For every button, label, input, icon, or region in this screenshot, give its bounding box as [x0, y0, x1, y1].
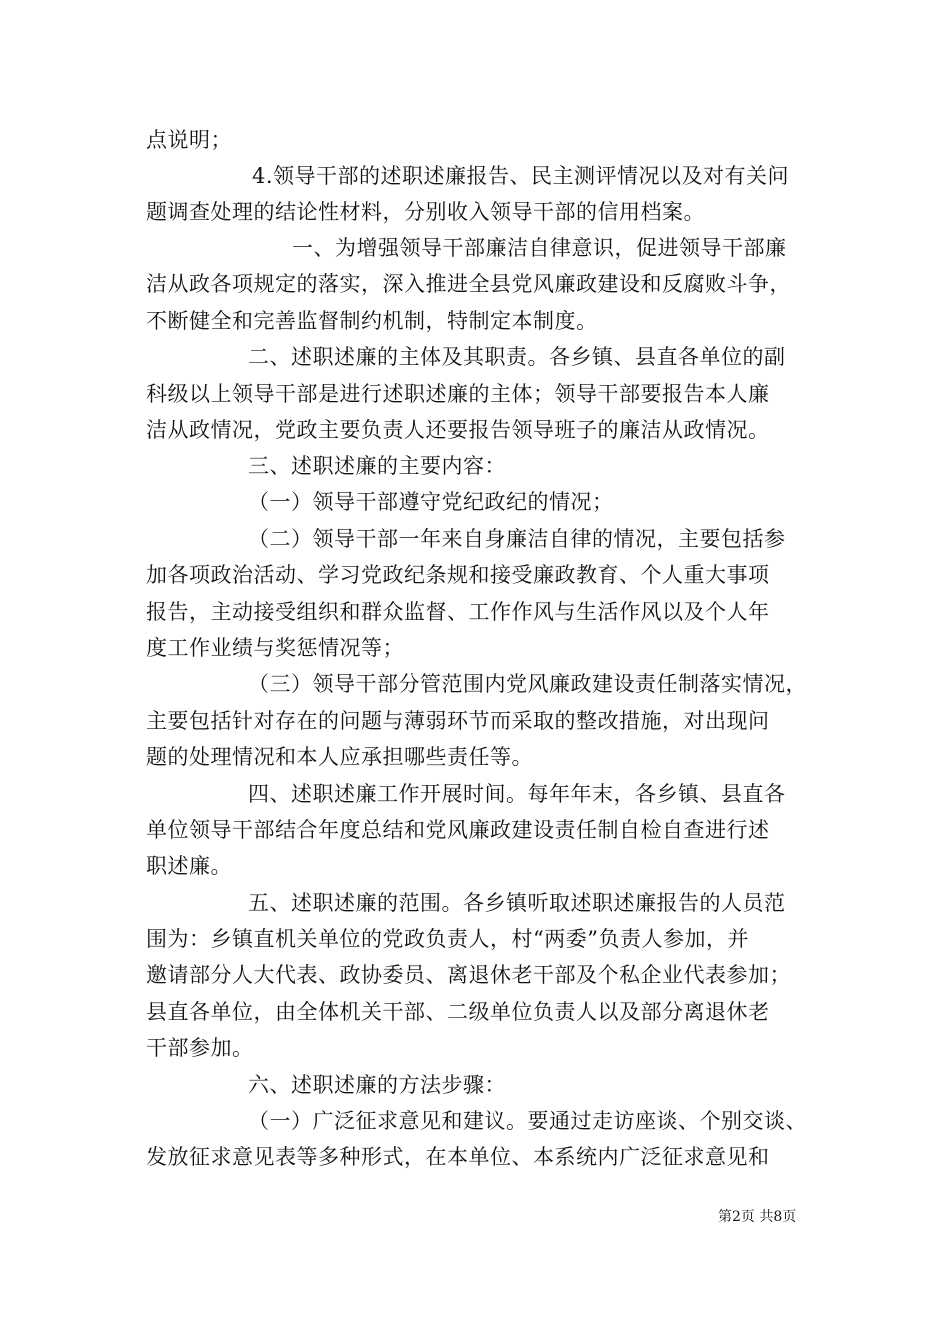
text-line: （三）领导干部分管范围内党风廉政建设责任制落实情况，	[248, 672, 807, 696]
text-line: 四、述职述廉工作开展时间。每年年末，各乡镇、县直各	[248, 782, 786, 806]
text-line: 题调查处理的结论性材料，分别收入领导干部的信用档案。	[146, 200, 705, 224]
text-line: 洁从政各项规定的落实，深入推进全县党风廉政建设和反腐败斗争，	[146, 272, 791, 296]
text-line: 度工作业绩与奖惩情况等；	[146, 636, 404, 660]
text-line: 职述廉。	[146, 854, 232, 878]
text-line: 发放征求意见表等多种形式，在本单位、本系统内广泛征求意见和	[146, 1145, 770, 1169]
text-line: 4.领导干部的述职述廉报告、民主测评情况以及对有关问	[252, 164, 790, 188]
text-line: 邀请部分人大代表、政协委员、离退休老干部及个私企业代表参加；	[146, 963, 791, 987]
text-line: 报告，主动接受组织和群众监督、工作作风与生活作风以及个人年	[146, 600, 770, 624]
text-line: 科级以上领导干部是进行述职述廉的主体；领导干部要报告本人廉	[146, 382, 770, 406]
text-line: （一）领导干部遵守党纪政纪的情况；	[248, 490, 614, 514]
text-line: 不断健全和完善监督制约机制，特制定本制度。	[146, 309, 598, 333]
text-line: 洁从政情况，党政主要负责人还要报告领导班子的廉洁从政情况。	[146, 418, 770, 442]
text-line: （一）广泛征求意见和建议。要通过走访座谈、个别交谈、	[248, 1109, 807, 1133]
text-line: 二、述职述廉的主体及其职责。各乡镇、县直各单位的副	[248, 345, 786, 369]
text-line: 县直各单位，由全体机关干部、二级单位负责人以及部分离退休老	[146, 1000, 770, 1024]
text-line: （二）领导干部一年来自身廉洁自律的情况，主要包括参	[248, 527, 786, 551]
text-line: 主要包括针对存在的问题与薄弱环节而采取的整改措施，对出现问	[146, 709, 770, 733]
text-line: 单位领导干部结合年度总结和党风廉政建设责任制自检自查进行述	[146, 818, 770, 842]
text-line: 六、述职述廉的方法步骤：	[248, 1073, 506, 1097]
text-line: 干部参加。	[146, 1036, 254, 1060]
text-line: 围为：乡镇直机关单位的党政负责人，村“两委”负责人参加，并	[146, 927, 749, 951]
page-number-footer: 第2页 共8页	[718, 1209, 797, 1225]
text-line: 点说明；	[146, 128, 232, 152]
text-line: 一、为增强领导干部廉洁自律意识，促进领导干部廉	[292, 236, 787, 260]
text-line: 加各项政治活动、学习党政纪条规和接受廉政教育、个人重大事项	[146, 563, 770, 587]
text-line: 五、述职述廉的范围。各乡镇听取述职述廉报告的人员范	[248, 891, 786, 915]
text-line: 三、述职述廉的主要内容：	[248, 454, 506, 478]
text-line: 题的处理情况和本人应承担哪些责任等。	[146, 745, 533, 769]
